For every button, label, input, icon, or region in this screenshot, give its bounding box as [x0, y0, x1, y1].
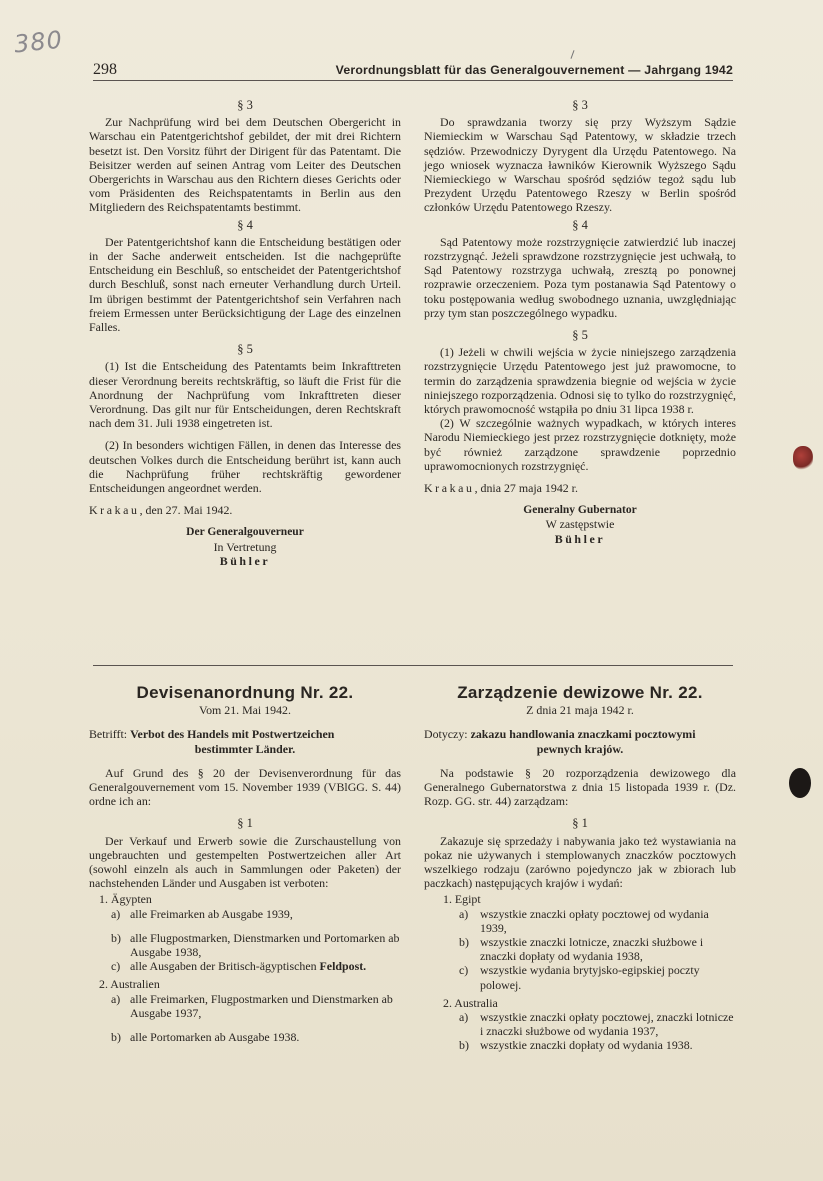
list-item: c) alle Ausgaben der Britisch-ägyptischen Feldpost. — [111, 959, 367, 974]
section-heading: § 5 — [237, 342, 253, 357]
section-divider — [93, 665, 733, 666]
ordinance-date: Vom 21. Mai 1942. — [199, 703, 291, 718]
top-polish-column — [424, 98, 736, 546]
signatory-title: Der Generalgouverneur — [186, 526, 304, 539]
subject-line — [424, 727, 736, 755]
page-number: 298 — [93, 61, 117, 78]
place-name: Krakau — [89, 503, 140, 518]
intro-text: Na podstawie § 20 rozporządzenia dewizowego dla Generalnego Gubernatorstwa z dnia 15 listopada 1939 r. (Dz. Rozp. GG. str. 44) zarządzam: — [424, 765, 736, 809]
section-3-text: Do sprawdzania tworzy się przy Wyższym Sądzie Niemieckim w Warschau Sąd Patentowy, w składzie trzech sędziów. Przewodniczy Dyrygent dla Urzędu Patentowego. Na jego wniosek wyznacza ławników Kierownik Wyższego Sądu Niemieckiego w Warschau spośród sędziów tegoż sądu lub Prezydent Urzędu Patentowego Rzeszy w Berlin spośród członków Urzędu Patentowego Rzeszy. — [424, 115, 736, 215]
country-list — [89, 892, 401, 1044]
handwritten-page-note: 380 — [12, 25, 65, 59]
signing-date: , den 27. Mai 1942. — [139, 503, 233, 518]
section-3-text: Zur Nachprüfung wird bei dem Deutschen Obergericht in Warschau ein Patentgerichtshof gebildet, der mit drei Richtern besetzt ist. Den Vorsitz führt der Dirigent für das Patentamt. Die Beisitzer werden auf seinen Antrag vom Leiter des Deutschen Obergerichts in Warschau aus den Richtern dieses Gerichts oder vom Präsidenten des Reichspatentamts in Berlin aus den Mitgliedern des Reichspatentamts bestimmt. — [89, 115, 401, 215]
list-item: a) alle Freimarken, Flugpostmarken und Dienstmarken ab Ausgabe 1937, — [111, 991, 393, 1020]
section-5-para-2: (2) W szczególnie ważnych wypadkach, w których interes Narodu Niemieckiego jest przez rozstrzygnięcie dotknięty, może być również zarządzone sprawdzenie poprzednio uprawomocnionych rozstrzygnięć. — [424, 416, 736, 473]
signatory-deputy: In Vertretung — [213, 539, 277, 554]
punch-hole — [789, 768, 811, 798]
section-5-para-1: (1) Jeżeli w chwili wejścia w życie niniejszego zarządzenia rozstrzygnięcie Urzędu Patentowego jest już prawomocne, to termin do zarządzenia sprawdzenia biegnie od wejścia w życie niniejszego rozporządzenia. Odnosi się to tylko do rozstrzygnięć, których prawomocność wstąpiła po dniu 31 lipca 1938 r. — [424, 345, 736, 417]
section-5-para-2: (2) In besonders wichtigen Fällen, in denen das Interesse des deutschen Volkes durch die Entscheidung berührt ist, kann auch die Nachprüfung früher rechtskräftig gewordener Entscheidungen angeordnet werden. — [89, 438, 401, 496]
subject-label: Dotyczy: — [424, 727, 471, 742]
list-item: a) alle Freimarken ab Ausgabe 1939, — [111, 906, 293, 921]
list-item: 2. Australien — [99, 977, 160, 992]
ordinance-date: Z dnia 21 maja 1942 r. — [526, 703, 634, 718]
paper-stain — [793, 446, 813, 470]
section-1-text: Der Verkauf und Erwerb sowie die Zurschaustellung von ungebrauchten und gestempelten Postwertzeichen aller Art (sowohl einzeln als auch in Sammlungen oder Paketen) der nachstehenden Länder und Ausgaben ist verboten: — [89, 833, 401, 891]
list-item: 1. Egipt — [443, 892, 481, 907]
subject-text-cont: bestimmter Länder. — [194, 741, 296, 756]
section-5-para-1: (1) Ist die Entscheidung des Patentamts beim Inkrafttreten dieser Verordnung bereits rechtskräftig, so läuft die Frist für die Anordnung der Nachprüfung vom Inkrafttreten dieser Verordnung. Das gilt nur für Entscheidungen, deren Rechtskraft nach dem 31. Juli 1938 eingetreten ist. — [89, 359, 401, 431]
section-heading: § 1 — [572, 816, 588, 831]
list-item: b) wszystkie znaczki lotnicze, znaczki służbowe i znaczki dopłaty od wydania 1938, — [459, 935, 704, 964]
list-item: a) wszystkie znaczki opłaty pocztowej od wydania 1939, — [459, 906, 709, 935]
country-list — [424, 892, 736, 1052]
section-heading: § 4 — [572, 217, 588, 232]
signing-date: , dnia 27 maja 1942 r. — [474, 481, 578, 496]
bottom-german-column — [89, 683, 401, 1045]
journal-title: Verordnungsblatt für das Generalgouvernement — Jahrgang 1942 — [335, 63, 733, 77]
subject-text: zakazu handlowania znaczkami pocztowymi — [470, 727, 696, 742]
list-item: b) alle Flugpostmarken, Dienstmarken und Portomarken ab Ausgabe 1938, — [111, 930, 400, 960]
section-heading: § 1 — [237, 816, 253, 831]
list-item: 1. Ägypten — [99, 892, 152, 907]
section-1-text: Zakazuje się sprzedaży i nabywania jako też wystawiania na pokaz nie używanych i stemplowanych znaczków pocztowych wszelkiego rodzaju (zarówno pojedynczo jak w zbiorach lub paczkach) następujących krajów i wydań: — [424, 833, 736, 891]
intro-text: Auf Grund des § 20 der Devisenverordnung für das Generalgouvernement vom 15. November 1939 (VBlGG. S. 44) ordne ich an: — [89, 765, 401, 809]
signatory-name: Bühler — [219, 553, 271, 568]
subject-text-cont: pewnych krajów. — [536, 741, 624, 756]
subject-label: Betrifft: — [89, 727, 131, 742]
section-heading: § 4 — [237, 217, 253, 232]
section-heading: § 5 — [572, 328, 588, 343]
subject-text: Verbot des Handels mit Postwertzeichen — [130, 727, 335, 742]
header-rule — [93, 80, 733, 81]
section-4-text: Sąd Patentowy może rozstrzygnięcie zatwierdzić lub inaczej rozstrzygnąć. Jeżeli sprawdzone rozstrzygnięcie jest uchwałą, to Sąd Patentowy rozstrzyga uchwałą, zresztą po ponownej rozprawie orzeczeniem. Poza tym postanawia Sąd Patentowy o toku postępowania według swobodnego uznania, uwzględniając przy tym stan poszczególnego wypadku. — [424, 234, 736, 320]
page-header — [93, 61, 733, 79]
section-heading: § 3 — [237, 98, 253, 112]
list-item: a) wszystkie znaczki opłaty pocztowej, znaczki lotnicze i znaczki służbowe od wydania 1937, — [459, 1010, 734, 1039]
place-name: Krakau — [424, 481, 475, 496]
place-date — [89, 503, 401, 517]
list-item: b) wszystkie znaczki dopłaty od wydania 1938. — [459, 1038, 693, 1053]
ordinance-title: Zarządzenie dewizowe Nr. 22. — [457, 683, 703, 702]
list-item: c) wszystkie wydania brytyjsko-egipskiej poczty polowej. — [459, 963, 700, 992]
signature-block — [424, 503, 736, 546]
signatory-title: Generalny Gubernator — [523, 504, 637, 517]
signatory-deputy: W zastępstwie — [545, 517, 615, 532]
signature-block — [89, 525, 401, 568]
section-4-text: Der Patentgerichtshof kann die Entscheidung bestätigen oder in der Sache anderweit entscheiden. Ist die nachgeprüfte Entscheidung ein Beschluß, so entscheidet der Patentgerichtshof durch Beschluß, sonst nach erneuter Verhandlung durch Urteil. Im übrigen bestimmt der Patentgerichtshof sein Verfahren nach freiem Ermessen unter Berücksichtigung der Lage des einzelnen Falles. — [89, 234, 401, 335]
place-date — [424, 481, 736, 495]
list-item: b) alle Portomarken ab Ausgabe 1938. — [111, 1030, 300, 1045]
top-german-column — [89, 98, 401, 568]
pencil-mark — [570, 50, 574, 59]
ordinance-title: Devisenanordnung Nr. 22. — [136, 683, 354, 702]
subject-line — [89, 727, 401, 755]
bottom-polish-column — [424, 683, 736, 1053]
list-item: 2. Australia — [443, 995, 498, 1010]
section-heading: § 3 — [572, 98, 588, 112]
signatory-name: Bühler — [554, 531, 606, 546]
